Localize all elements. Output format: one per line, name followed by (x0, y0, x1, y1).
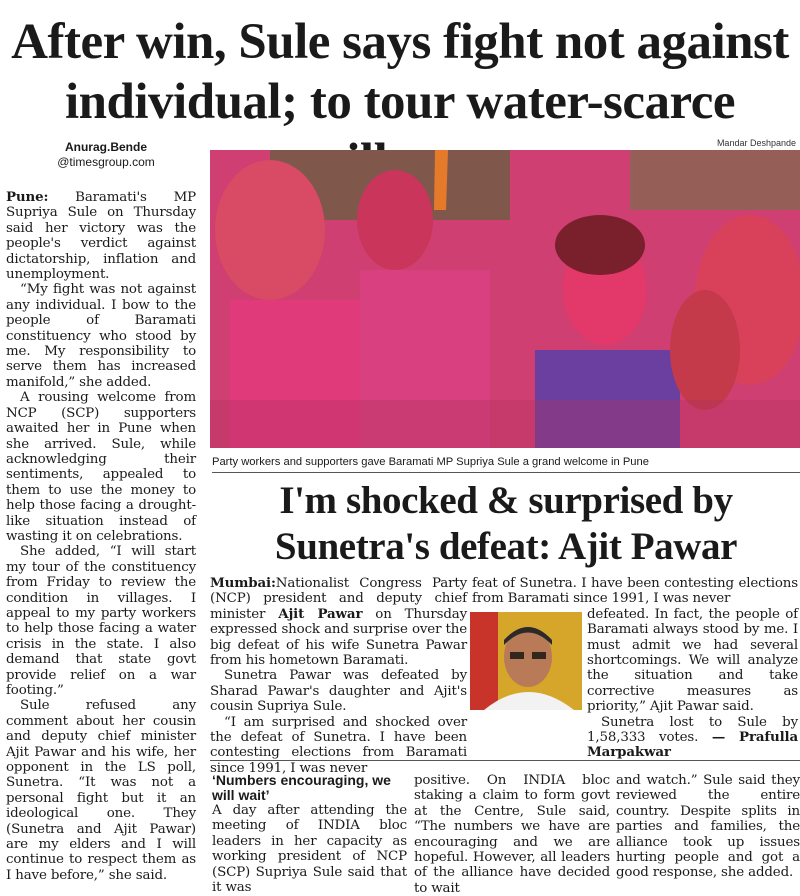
main-headline: After win, Sule says fight not against individual; to tour water-scarce (11, 14, 789, 130)
main-story-dateline: Pune: (6, 189, 49, 205)
byline (36, 140, 176, 170)
second-story-col2-top: feat of Sunetra. I have been contesting elections from Baramati since 1991, I was never (472, 576, 798, 607)
second-story-paragraph: Sunetra Pawar was defeated by Sharad Pawar's daughter and Ajit's cousin Supriya Sule. (210, 668, 467, 715)
portrait-illustration (470, 612, 582, 710)
photo-caption: Party workers and supporters gave Baramati MP Supriya Sule a grand welcome in Pune (212, 455, 800, 473)
section-divider (210, 760, 800, 761)
main-story-paragraph: A rousing welcome from NCP (SCP) supporters awaited her in Pune when she arrived. Sule, while acknowledging their sentiments, appealed to them to use the money to help those facing a drought-like situation instead of wasting it on celebrations. (6, 390, 196, 544)
second-story-result: Sunetra lost to Sule by 1,58,333 votes. — Prafulla Marpakwar (587, 714, 799, 761)
byline-handle: @timesgroup.com (57, 155, 155, 169)
second-story-signoff: — Prafulla Marpakwar (587, 729, 799, 761)
photo-credit: Mandar Deshpande (716, 138, 796, 148)
celebration-photo (210, 150, 800, 448)
ajit-pawar-portrait (470, 612, 582, 710)
second-story-col2-inset: defeated. In fact, the people of Baramati always stood by me. I must admit we had several shortcomings. We will analyze the situation and take corrective measures as priority,” Ajit Pawar said. (587, 606, 798, 715)
box-column-3: and watch.” Sule said they reviewed the entire country. Despite splits in parties and families, the alliance took up issues hurting people and got a good response, she added. (616, 773, 800, 881)
second-story-column-1 (210, 575, 467, 776)
second-story-lead: Mumbai:Nationalist Congress Party (NCP) president and deputy chief minister Ajit Pawar on Thursday expressed shock and surprise over the big defeat of his wife Sunetra Pawar from his hometown Baramati. (210, 575, 467, 669)
second-story-headline: I'm shocked & surprised by Sunetra's defeat: Ajit Pawar (274, 479, 738, 568)
box-headline: ‘Numbers encouraging, we will wait’ (212, 772, 391, 803)
box-column-2: positive. On INDIA bloc staking a claim to form govt at the Centre, Sule said, “The numbers we have are encouraging and we are hopeful. However, all leaders of the alliance have decided to wait (414, 773, 610, 896)
second-story-paragraph: “I am surprised and shocked over the defeat of Sunetra. I have been contesting elections from Baramati since 1991, I was never (210, 714, 467, 776)
main-story-lead: Pune: Baramati's MP Supriya Sule on Thursday said her victory was the people's verdict against dictatorship, inflation and unemployment. (6, 189, 197, 283)
box-column-1: A day after attending the meeting of INDIA bloc leaders in her capacity as working president of NCP (SCP) Supriya Sule said that it was (212, 803, 407, 896)
main-story-column (6, 189, 197, 883)
main-story-paragraph: She added, “I will start my tour of the constituency from Friday to review the condition in villages. I appeal to my party workers to help those facing a water crisis in the state. I also demand that state govt provide relief on a war footing.” (6, 544, 196, 698)
byline-author: Anurag.Bende (64, 140, 147, 154)
celebration-photo-illustration (210, 150, 800, 448)
main-story-paragraph: “My fight was not against any individual. I bow to the people of Baramati constituency who stood by me. My responsibility to serve them has increased manifold,” she added. (6, 282, 196, 390)
main-story-paragraph: Sule refused any comment about her cousin and deputy chief minister Ajit Pawar and his wife, her opponent in the LS poll, Sunetra. “It was not a personal fight but it an ideological one. They (Sunetra and Ajit Pawar) are my elders and I will continue to respect them as I have before,” she said. (6, 698, 196, 883)
